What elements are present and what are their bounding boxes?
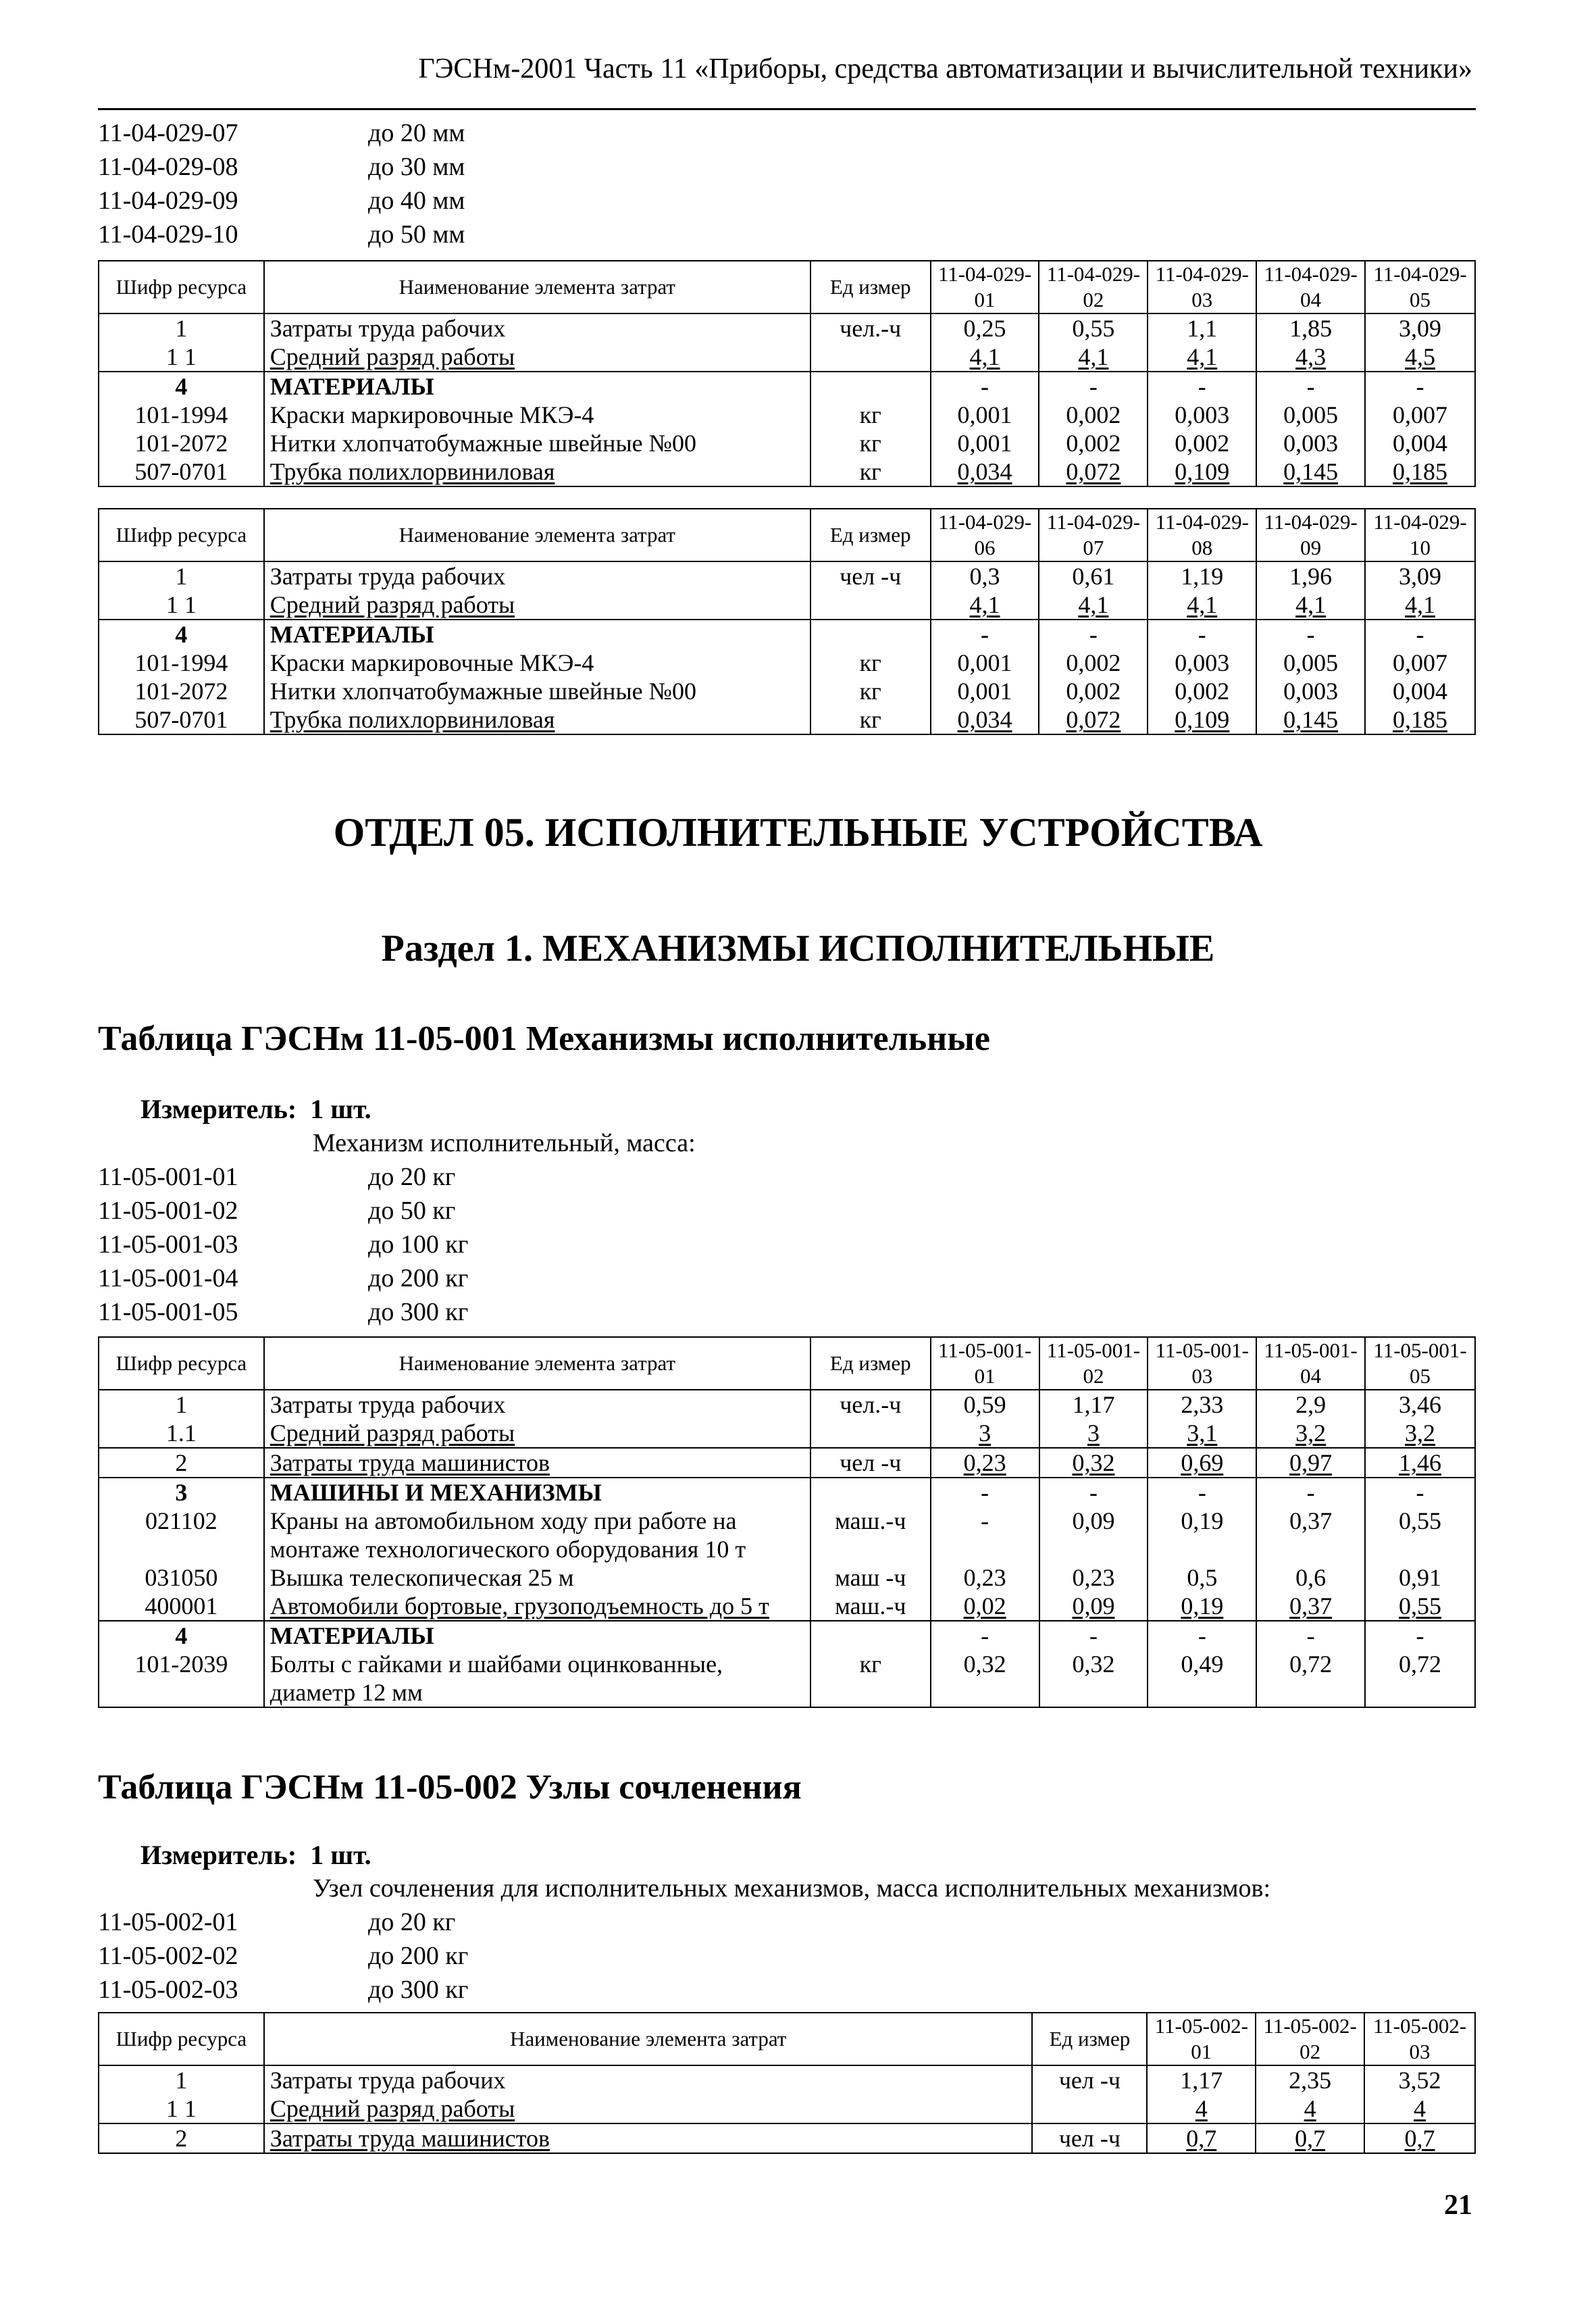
column-header: Шифр ресурса: [99, 2013, 264, 2065]
norm-value: -: [1039, 620, 1148, 649]
table-row: [99, 1592, 1475, 1621]
norm-value: 0,7: [1147, 2123, 1256, 2153]
resource-code: 101-1994: [99, 401, 264, 429]
unit: чел -ч: [1032, 2065, 1147, 2094]
resource-code: 1.1: [99, 1419, 264, 1448]
table-row: [99, 2065, 1475, 2094]
norm-value: -: [1256, 372, 1365, 401]
norm-value: 0,37: [1256, 1507, 1365, 1563]
column-header: Ед измер: [810, 509, 931, 561]
norm-value: 0,002: [1039, 677, 1148, 705]
norm-value: 0,001: [931, 677, 1039, 705]
column-header: 11-05-001-04: [1256, 1337, 1365, 1390]
norm-value: 0,145: [1256, 705, 1365, 734]
norm-value: 0,6: [1256, 1563, 1365, 1592]
norm-value: 3,09: [1365, 561, 1475, 590]
norm-value: 0,72: [1256, 1650, 1365, 1707]
table-header-row: [99, 2013, 1475, 2065]
norm-value: 0,72: [1365, 1650, 1475, 1707]
code-row: 11-05-002-02 до 200 кг: [98, 1942, 469, 1970]
table-row: [99, 1507, 1475, 1563]
code-row: 11-05-001-03 до 100 кг: [98, 1230, 469, 1259]
norm-table-a: [98, 260, 1476, 487]
resource-code: 3: [99, 1478, 264, 1507]
unit: чел.-ч: [810, 1390, 931, 1419]
norm-value: 0,32: [1039, 1448, 1148, 1478]
table-row: [99, 372, 1475, 401]
table-row: [99, 429, 1475, 457]
norm-value: 0,02: [931, 1592, 1039, 1621]
column-header: 11-04-029-06: [931, 509, 1039, 561]
norm-value: 1,17: [1147, 2065, 1256, 2094]
table-row: [99, 1650, 1475, 1707]
unit: чел -ч: [1032, 2123, 1147, 2153]
norm-value: 0,034: [931, 705, 1039, 734]
norm-value: 0,55: [1365, 1507, 1475, 1563]
code-row: 11-05-002-01 до 20 кг: [98, 1908, 456, 1936]
column-header: 11-04-029-09: [1256, 509, 1365, 561]
resource-code: 2: [99, 1448, 264, 1478]
norm-value: 0,19: [1148, 1507, 1256, 1563]
resource-code: 400001: [99, 1592, 264, 1621]
table-header-row: [99, 261, 1475, 313]
code-row: 11-04-029-10 до 50 мм: [98, 220, 465, 249]
resource-code: 101-1994: [99, 649, 264, 677]
resource-code: 2: [99, 2123, 264, 2153]
cost-element-name: Вышка телескопическая 25 м: [264, 1563, 810, 1592]
norm-value: 1,1: [1148, 313, 1256, 343]
norm-value: 0,002: [1148, 429, 1256, 457]
norm-value: 0,185: [1365, 705, 1475, 734]
norm-value: 0,003: [1256, 429, 1365, 457]
norm-value: 1,96: [1256, 561, 1365, 590]
norm-value: 0,09: [1039, 1592, 1148, 1621]
norm-value: 0,001: [931, 649, 1039, 677]
norm-table-11-05-001: [98, 1336, 1476, 1708]
column-header: 11-04-029-04: [1256, 261, 1365, 313]
unit: чел -ч: [810, 561, 931, 590]
unit: [810, 1621, 931, 1650]
column-header: 11-05-001-01: [931, 1337, 1039, 1390]
table2-code-list: [98, 1871, 1270, 2007]
column-header: Ед измер: [810, 261, 931, 313]
column-header: 11-04-029-01: [931, 261, 1039, 313]
table-header-row: [99, 509, 1475, 561]
cost-element-name: Болты с гайками и шайбами оцинкованные, диаметр 12 мм: [264, 1650, 810, 1707]
code-row: 11-04-029-08 до 30 мм: [98, 153, 465, 181]
norm-value: 0,005: [1256, 401, 1365, 429]
norm-value: 1,19: [1148, 561, 1256, 590]
norm-value: 3: [931, 1419, 1039, 1448]
norm-value: 4,1: [931, 343, 1039, 372]
norm-value: 4,1: [1039, 343, 1148, 372]
table-row: [99, 649, 1475, 677]
norm-value: 0,23: [1039, 1563, 1148, 1592]
unit: кг: [810, 649, 931, 677]
cost-element-name: Краны на автомобильном ходу при работе на монтаже технологического оборудования 10 т: [264, 1507, 810, 1563]
code-row: 11-04-029-09 до 40 мм: [98, 186, 465, 215]
norm-value: 0,003: [1148, 649, 1256, 677]
norm-value: 0,002: [1039, 401, 1148, 429]
table-row: [99, 705, 1475, 734]
norm-value: 0,005: [1256, 649, 1365, 677]
norm-value: -: [1256, 1478, 1365, 1507]
table-row: [99, 1390, 1475, 1419]
norm-value: 0,23: [931, 1563, 1039, 1592]
column-header: 11-04-029-02: [1039, 261, 1148, 313]
norm-value: 0,97: [1256, 1448, 1365, 1478]
norm-value: 0,109: [1148, 457, 1256, 486]
column-header: Шифр ресурса: [99, 1337, 264, 1390]
norm-value: 0,55: [1039, 313, 1148, 343]
norm-value: 0,007: [1365, 401, 1475, 429]
column-header: 11-05-002-02: [1256, 2013, 1364, 2065]
cost-element-name: Средний разряд работы: [264, 2094, 1033, 2123]
norm-value: -: [1148, 620, 1256, 649]
norm-value: 0,007: [1365, 649, 1475, 677]
norm-value: -: [1039, 372, 1148, 401]
norm-value: 0,034: [931, 457, 1039, 486]
unit: маш -ч: [810, 1563, 931, 1592]
cost-element-name: Автомобили бортовые, грузоподъемность до 5 т: [264, 1592, 810, 1621]
norm-value: 0,072: [1039, 705, 1148, 734]
table-row: [99, 457, 1475, 486]
cost-element-name: Краски маркировочные МКЭ-4: [264, 401, 810, 429]
column-header: 11-04-029-08: [1148, 509, 1256, 561]
norm-value: -: [1365, 372, 1475, 401]
cost-element-name: Средний разряд работы: [264, 343, 810, 372]
norm-value: 3,09: [1365, 313, 1475, 343]
column-header: 11-04-029-07: [1039, 509, 1148, 561]
norm-value: -: [1365, 1478, 1475, 1507]
norm-value: 2,9: [1256, 1390, 1365, 1419]
cost-element-name: Затраты труда машинистов: [264, 2123, 1033, 2153]
norm-value: 0,7: [1256, 2123, 1364, 2153]
table-row: [99, 620, 1475, 649]
code-row: 11-04-029-07 до 20 мм: [98, 119, 465, 147]
norm-value: 3,2: [1256, 1419, 1365, 1448]
resource-code: 101-2039: [99, 1650, 264, 1707]
norm-value: 0,002: [1148, 677, 1256, 705]
column-header: 11-05-001-05: [1365, 1337, 1475, 1390]
column-header: 11-05-001-02: [1039, 1337, 1148, 1390]
resource-code: 101-2072: [99, 677, 264, 705]
unit: кг: [810, 1650, 931, 1707]
unit: чел -ч: [810, 1448, 931, 1478]
column-header: 11-05-001-03: [1148, 1337, 1256, 1390]
table1-intro: Механизм исполнительный, масса:: [313, 1129, 696, 1157]
norm-value: 4,1: [1148, 590, 1256, 620]
table-row: [99, 2123, 1475, 2153]
norm-value: 0,001: [931, 401, 1039, 429]
top-code-list: [98, 116, 465, 251]
column-header: 11-04-029-05: [1365, 261, 1475, 313]
table-row: [99, 1448, 1475, 1478]
cost-element-name: МАТЕРИАЛЫ: [264, 372, 810, 401]
cost-element-name: Средний разряд работы: [264, 590, 810, 620]
cost-element-name: Затраты труда рабочих: [264, 2065, 1033, 2094]
norm-value: 3,2: [1365, 1419, 1475, 1448]
resource-code: 1 1: [99, 343, 264, 372]
running-header: ГЭСНм-2001 Часть 11 «Приборы, средства автоматизации и вычислительной техники»: [418, 53, 1472, 84]
unit: [1032, 2094, 1147, 2123]
column-header: Наименование элемента затрат: [264, 261, 810, 313]
resource-code: 507-0701: [99, 705, 264, 734]
norm-value: 0,91: [1365, 1563, 1475, 1592]
norm-value: -: [1039, 1478, 1148, 1507]
norm-value: -: [1148, 1621, 1256, 1650]
norm-value: 1,85: [1256, 313, 1365, 343]
table-row: [99, 313, 1475, 343]
unit: кг: [810, 457, 931, 486]
section-title: Раздел 1. МЕХАНИЗМЫ ИСПОЛНИТЕЛЬНЫЕ: [381, 928, 1215, 970]
norm-value: 4,1: [1039, 590, 1148, 620]
unit: [810, 620, 931, 649]
unit: [810, 372, 931, 401]
table-row: [99, 401, 1475, 429]
column-header: Наименование элемента затрат: [264, 509, 810, 561]
norm-table-b: [98, 508, 1476, 735]
table2-title: Таблица ГЭСНм 11-05-002 Узлы сочленения: [98, 1768, 802, 1807]
unit: [810, 343, 931, 372]
norm-value: 0,7: [1364, 2123, 1475, 2153]
unit: кг: [810, 429, 931, 457]
resource-code: 4: [99, 620, 264, 649]
norm-value: 0,109: [1148, 705, 1256, 734]
norm-value: 4,1: [1256, 590, 1365, 620]
cost-element-name: Нитки хлопчатобумажные швейные №00: [264, 677, 810, 705]
norm-value: 0,61: [1039, 561, 1148, 590]
norm-value: -: [931, 1621, 1039, 1650]
resource-code: 1: [99, 2065, 264, 2094]
norm-value: 3,46: [1365, 1390, 1475, 1419]
norm-value: 0,49: [1148, 1650, 1256, 1707]
resource-code: 1 1: [99, 2094, 264, 2123]
table1-title: Таблица ГЭСНм 11-05-001 Механизмы исполнительные: [98, 1020, 990, 1058]
norm-value: -: [1256, 1621, 1365, 1650]
department-title: ОТДЕЛ 05. ИСПОЛНИТЕЛЬНЫЕ УСТРОЙСТВА: [333, 810, 1263, 855]
cost-element-name: Нитки хлопчатобумажные швейные №00: [264, 429, 810, 457]
norm-value: -: [931, 1507, 1039, 1563]
norm-value: 0,002: [1039, 429, 1148, 457]
resource-code: 1: [99, 313, 264, 343]
code-row: 11-05-001-02 до 50 кг: [98, 1197, 456, 1225]
norm-value: 0,32: [931, 1650, 1039, 1707]
cost-element-name: Средний разряд работы: [264, 1419, 810, 1448]
cost-element-name: Затраты труда рабочих: [264, 561, 810, 590]
unit: [810, 1419, 931, 1448]
norm-value: 0,003: [1256, 677, 1365, 705]
norm-value: 0,25: [931, 313, 1039, 343]
page-number: 21: [1444, 2190, 1472, 2221]
norm-value: 0,09: [1039, 1507, 1148, 1563]
cost-element-name: МАТЕРИАЛЫ: [264, 1621, 810, 1650]
table-header-row: [99, 1337, 1475, 1390]
table2-intro: Узел сочленения для исполнительных механизмов, масса исполнительных механизмов:: [313, 1874, 1271, 1903]
column-header: 11-05-002-01: [1147, 2013, 1256, 2065]
norm-value: 0,004: [1365, 677, 1475, 705]
table-row: [99, 2094, 1475, 2123]
resource-code: 1: [99, 561, 264, 590]
norm-value: 0,37: [1256, 1592, 1365, 1621]
cost-element-name: Затраты труда рабочих: [264, 1390, 810, 1419]
norm-value: 0,003: [1148, 401, 1256, 429]
resource-code: 4: [99, 372, 264, 401]
table1-measure: Измеритель: 1 шт.: [140, 1094, 371, 1124]
resource-code: 1: [99, 1390, 264, 1419]
table-row: [99, 1419, 1475, 1448]
unit: маш.-ч: [810, 1507, 931, 1563]
norm-value: 0,3: [931, 561, 1039, 590]
norm-value: 4: [1364, 2094, 1475, 2123]
code-row: 11-05-002-03 до 300 кг: [98, 1976, 469, 2004]
table-row: [99, 1563, 1475, 1592]
norm-table-11-05-002: [98, 2012, 1476, 2154]
norm-value: 0,185: [1365, 457, 1475, 486]
table-row: [99, 343, 1475, 372]
resource-code: 1 1: [99, 590, 264, 620]
column-header: 11-05-002-03: [1364, 2013, 1475, 2065]
resource-code: 031050: [99, 1563, 264, 1592]
cost-element-name: Затраты труда рабочих: [264, 313, 810, 343]
norm-value: 2,33: [1148, 1390, 1256, 1419]
norm-value: 0,072: [1039, 457, 1148, 486]
norm-value: 3,1: [1148, 1419, 1256, 1448]
norm-value: 4,3: [1256, 343, 1365, 372]
resource-code: 021102: [99, 1507, 264, 1563]
norm-value: 1,46: [1365, 1448, 1475, 1478]
unit: [810, 590, 931, 620]
norm-value: -: [1256, 620, 1365, 649]
unit: кг: [810, 677, 931, 705]
norm-value: 0,001: [931, 429, 1039, 457]
norm-value: 1,17: [1039, 1390, 1148, 1419]
cost-element-name: МАШИНЫ И МЕХАНИЗМЫ: [264, 1478, 810, 1507]
norm-value: 0,32: [1039, 1650, 1148, 1707]
norm-value: 4,5: [1365, 343, 1475, 372]
norm-value: 4,1: [1148, 343, 1256, 372]
code-row: 11-05-001-01 до 20 кг: [98, 1163, 456, 1191]
unit: маш.-ч: [810, 1592, 931, 1621]
norm-value: 0,145: [1256, 457, 1365, 486]
norm-value: -: [1148, 1478, 1256, 1507]
resource-code: 507-0701: [99, 457, 264, 486]
unit: кг: [810, 705, 931, 734]
code-row: 11-05-001-05 до 300 кг: [98, 1298, 469, 1326]
norm-value: -: [1148, 372, 1256, 401]
column-header: Шифр ресурса: [99, 509, 264, 561]
table-row: [99, 677, 1475, 705]
unit: [810, 1478, 931, 1507]
norm-value: 0,69: [1148, 1448, 1256, 1478]
norm-value: -: [931, 372, 1039, 401]
column-header: 11-04-029-10: [1365, 509, 1475, 561]
table-row: [99, 1621, 1475, 1650]
column-header: 11-04-029-03: [1148, 261, 1256, 313]
norm-value: 0,23: [931, 1448, 1039, 1478]
norm-value: 0,55: [1365, 1592, 1475, 1621]
norm-value: 3: [1039, 1419, 1148, 1448]
norm-value: 4,1: [931, 590, 1039, 620]
norm-value: 4,1: [1365, 590, 1475, 620]
norm-value: 2,35: [1256, 2065, 1364, 2094]
norm-value: -: [931, 620, 1039, 649]
norm-value: 0,002: [1039, 649, 1148, 677]
norm-value: 4: [1147, 2094, 1256, 2123]
cost-element-name: Краски маркировочные МКЭ-4: [264, 649, 810, 677]
table1-code-list: [98, 1126, 696, 1329]
cost-element-name: Затраты труда машинистов: [264, 1448, 810, 1478]
table-row: [99, 1478, 1475, 1507]
column-header: Шифр ресурса: [99, 261, 264, 313]
header-rule: [98, 108, 1476, 110]
cost-element-name: Трубка полихлорвиниловая: [264, 457, 810, 486]
norm-value: 4: [1256, 2094, 1364, 2123]
resource-code: 101-2072: [99, 429, 264, 457]
norm-value: 0,5: [1148, 1563, 1256, 1592]
unit: кг: [810, 401, 931, 429]
cost-element-name: Трубка полихлорвиниловая: [264, 705, 810, 734]
norm-value: 0,19: [1148, 1592, 1256, 1621]
table2-measure: Измеритель: 1 шт.: [140, 1840, 371, 1870]
norm-value: 0,59: [931, 1390, 1039, 1419]
code-row: 11-05-001-04 до 200 кг: [98, 1264, 469, 1292]
norm-value: 0,004: [1365, 429, 1475, 457]
column-header: Наименование элемента затрат: [264, 1337, 810, 1390]
norm-value: 3,52: [1364, 2065, 1475, 2094]
norm-value: -: [931, 1478, 1039, 1507]
table-row: [99, 561, 1475, 590]
resource-code: 4: [99, 1621, 264, 1650]
column-header: Ед измер: [1032, 2013, 1147, 2065]
table-row: [99, 590, 1475, 620]
column-header: Наименование элемента затрат: [264, 2013, 1033, 2065]
norm-value: -: [1365, 620, 1475, 649]
unit: чел.-ч: [810, 313, 931, 343]
norm-value: -: [1039, 1621, 1148, 1650]
column-header: Ед измер: [810, 1337, 931, 1390]
norm-value: -: [1365, 1621, 1475, 1650]
cost-element-name: МАТЕРИАЛЫ: [264, 620, 810, 649]
